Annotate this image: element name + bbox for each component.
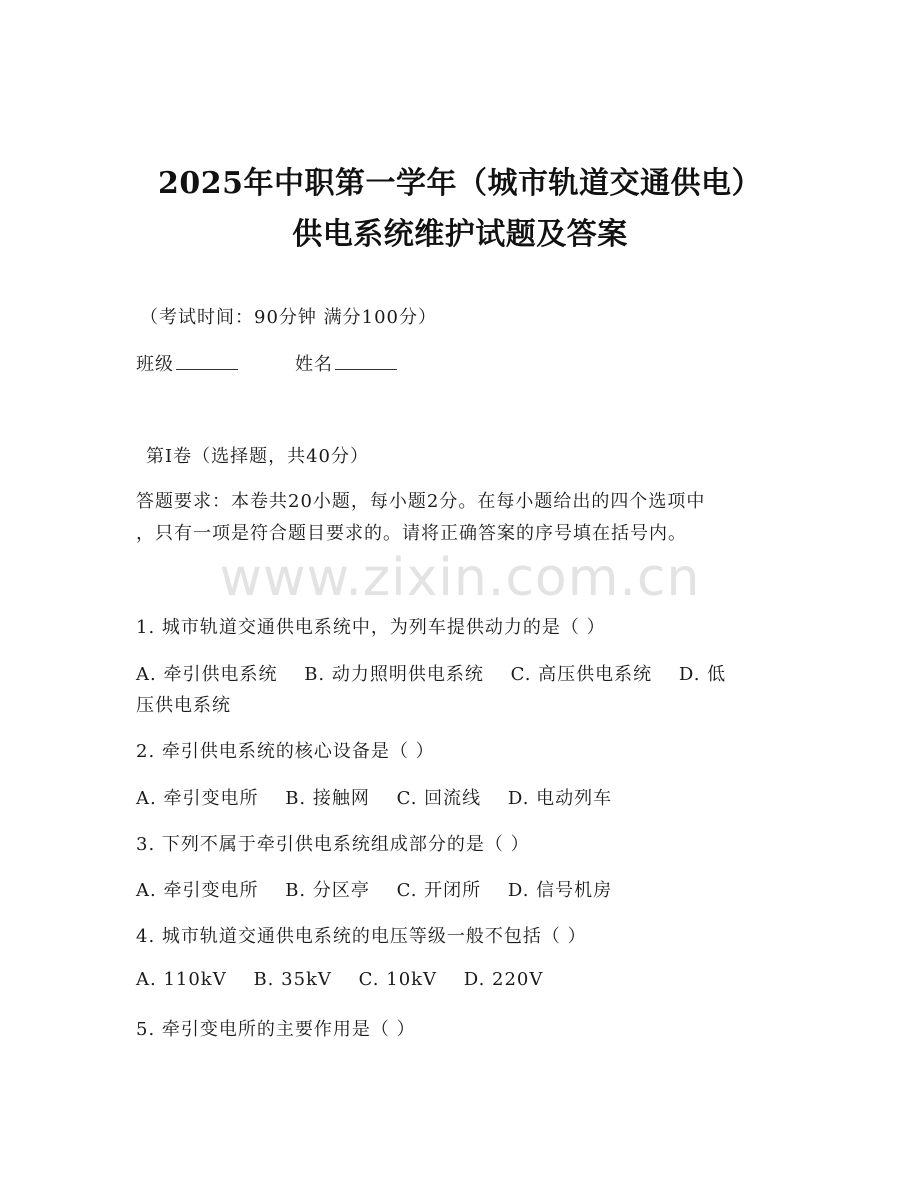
question-4-stem: 4. 城市轨道交通供电系统的电压等级一般不包括（ ） (136, 926, 587, 947)
option-b: B. 分区亭 (285, 880, 370, 901)
option-b: B. 接触网 (285, 788, 370, 809)
question-2-options (136, 784, 612, 810)
instructions-line2: ，只有一项是符合题目要求的。请将正确答案的序号填在括号内。 (136, 523, 687, 544)
question-1-options-continued: 压供电系统 (136, 695, 231, 716)
option-a: A. 牵引供电系统 (136, 664, 278, 685)
option-d: D. 220V (463, 969, 544, 990)
question-3-stem: 3. 下列不属于牵引供电系统组成部分的是（ ） (136, 834, 530, 855)
option-d: D. 电动列车 (507, 788, 613, 809)
question-3-options (136, 876, 612, 902)
watermark: www.zixin.com.cn (219, 548, 701, 608)
name-blank (335, 351, 397, 370)
question-1-stem: 1. 城市轨道交通供电系统中，为列车提供动力的是（ ） (136, 617, 606, 638)
section-title: 第I卷（选择题，共40分） (146, 446, 370, 467)
option-d: D. 低 (678, 664, 727, 685)
option-c: C. 10kV (358, 969, 438, 990)
document-title-line1: 2025年中职第一学年（城市轨道交通供电） (158, 166, 762, 201)
document-title-line2: 供电系统维护试题及答案 (292, 217, 628, 252)
instructions-line1: 答题要求：本卷共20小题，每小题2分。在每小题给出的四个选项中 (136, 491, 706, 512)
exam-info: （考试时间：90分钟 满分100分） (140, 307, 437, 328)
option-b: B. 35kV (253, 969, 332, 990)
class-field (136, 350, 238, 376)
question-5-stem: 5. 牵引变电所的主要作用是（ ） (136, 1019, 416, 1040)
name-field (295, 350, 397, 376)
option-c: C. 高压供电系统 (510, 664, 653, 685)
option-a: A. 牵引变电所 (136, 880, 259, 901)
option-c: C. 开闭所 (396, 880, 482, 901)
question-4-options (136, 969, 543, 990)
name-label: 姓名 (295, 354, 333, 375)
class-label: 班级 (136, 354, 174, 375)
class-blank (176, 351, 238, 370)
option-a: A. 110kV (136, 969, 227, 990)
option-a: A. 牵引变电所 (136, 788, 259, 809)
option-b: B. 动力照明供电系统 (304, 664, 484, 685)
option-d: D. 信号机房 (507, 880, 613, 901)
option-c: C. 回流线 (396, 788, 482, 809)
question-2-stem: 2. 牵引供电系统的核心设备是（ ） (136, 741, 435, 762)
question-1-options (136, 660, 726, 686)
